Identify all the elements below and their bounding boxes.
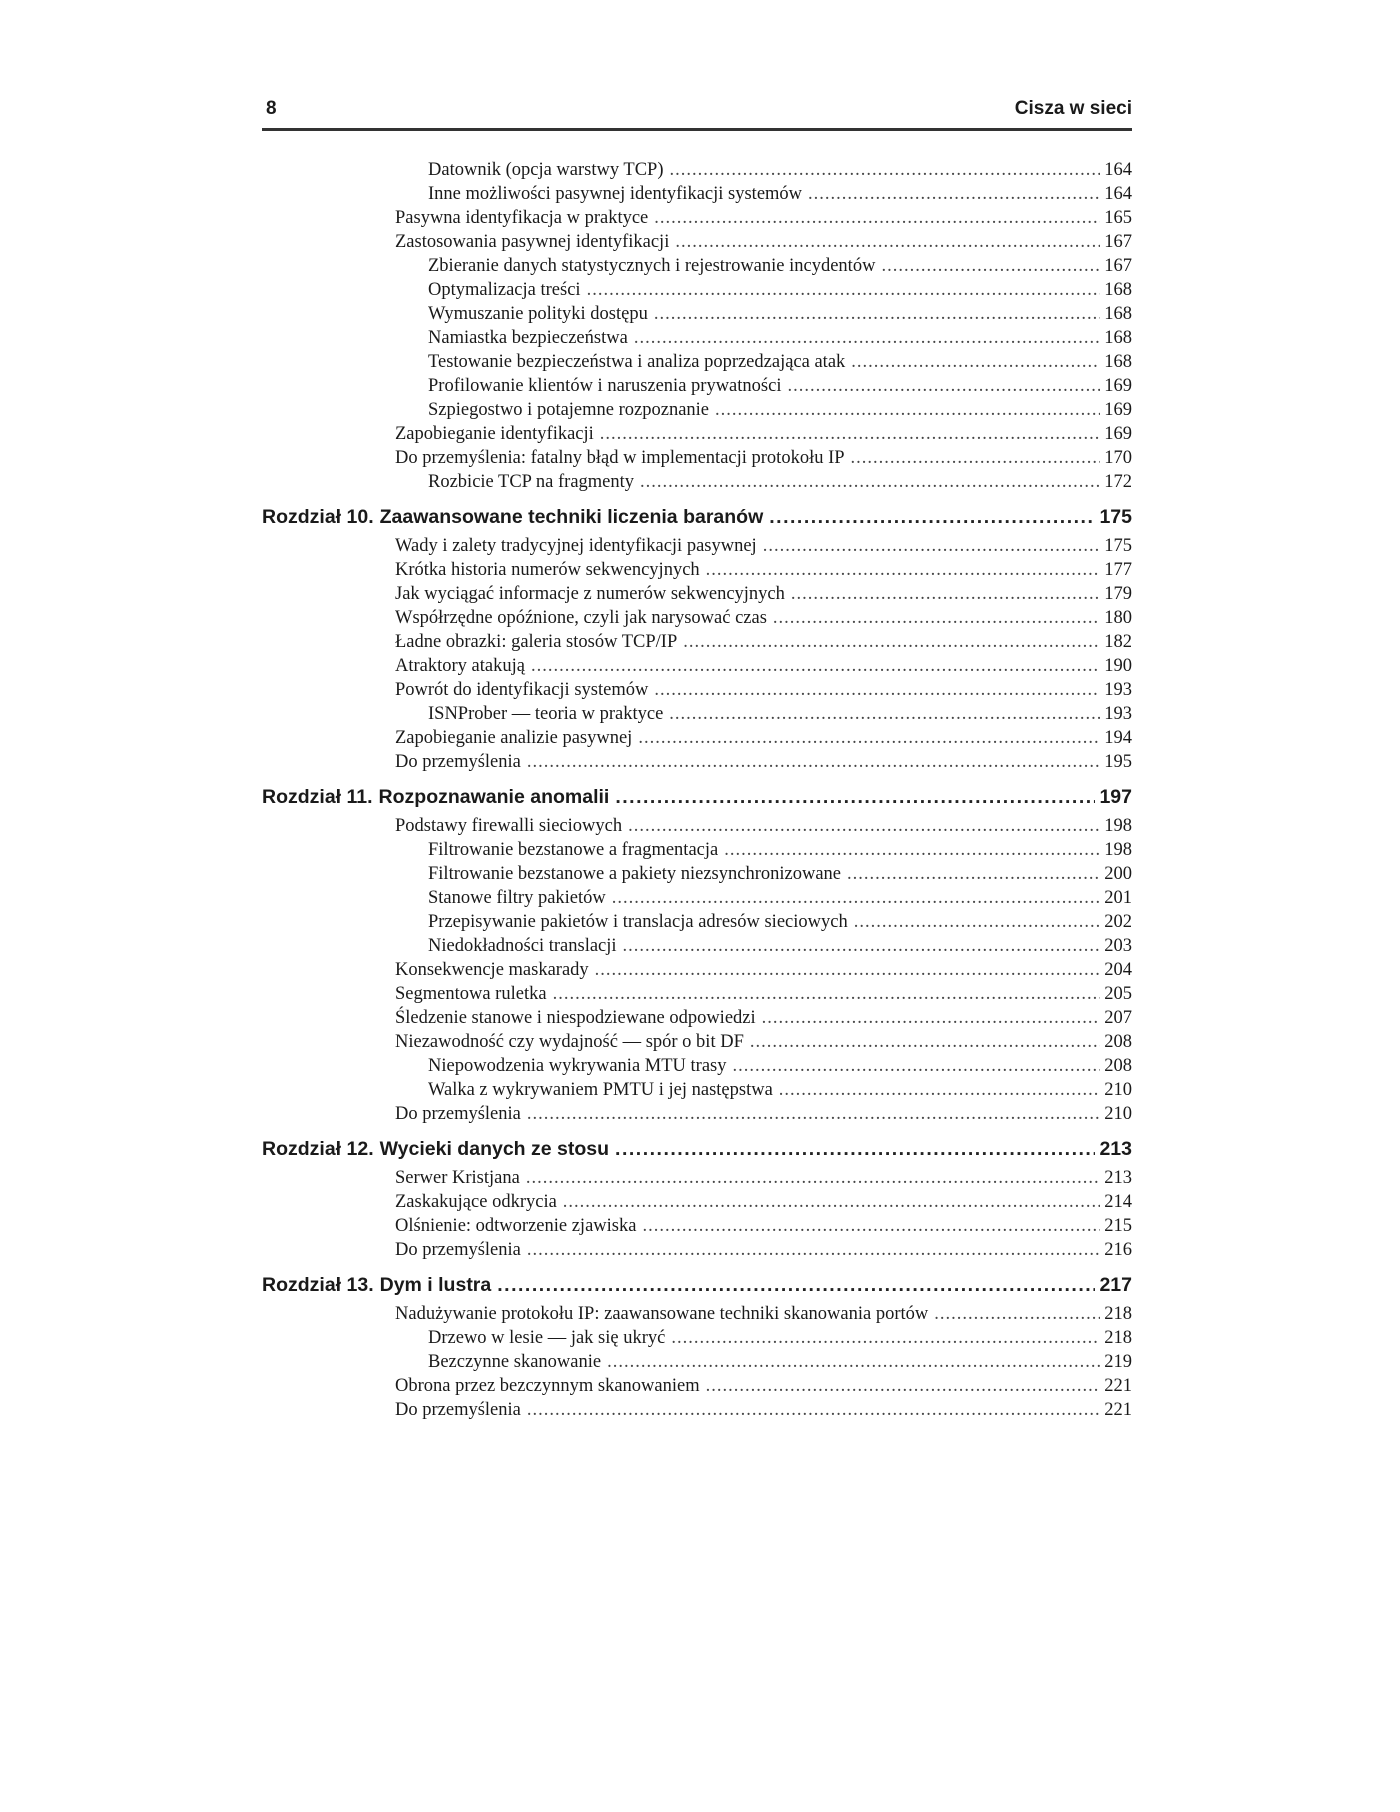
toc-section-entry — [262, 448, 1132, 472]
dot-leader — [628, 816, 1100, 837]
entry-page-number: 193 — [1104, 704, 1132, 724]
entry-title: Niezawodność czy wydajność — spór o bit DF — [395, 1032, 744, 1052]
dot-leader — [851, 448, 1101, 469]
dot-leader — [563, 1192, 1100, 1213]
entry-title: Serwer Kristjana — [395, 1168, 520, 1188]
entry-title: Zbieranie danych statystycznych i rejestrowanie incydentów — [428, 256, 876, 276]
toc-chapter-heading — [262, 506, 1132, 534]
entry-title: Szpiegostwo i potajemne rozpoznanie — [428, 400, 710, 420]
entry-page-number: 221 — [1104, 1400, 1132, 1420]
entry-title: ISNProber — teoria w praktyce — [428, 704, 664, 724]
toc-section-entry — [262, 632, 1132, 656]
entry-title: Zaskakujące odkrycia — [395, 1192, 557, 1212]
dot-leader — [634, 328, 1100, 349]
entry-page-number: 213 — [1104, 1168, 1132, 1188]
entry-page-number: 172 — [1104, 472, 1132, 492]
toc-subsection-entry — [262, 256, 1132, 280]
entry-page-number: 202 — [1104, 912, 1132, 932]
entry-page-number: 218 — [1104, 1304, 1132, 1324]
dot-leader — [683, 632, 1100, 653]
dot-leader — [763, 536, 1101, 557]
entry-page-number: 169 — [1104, 424, 1132, 444]
dot-leader — [497, 1274, 1095, 1297]
entry-page-number: 170 — [1104, 448, 1132, 468]
entry-title: Do przemyślenia — [395, 1240, 521, 1260]
toc-subsection-entry — [262, 936, 1132, 960]
entry-page-number: 193 — [1104, 680, 1132, 700]
toc-section-entry — [262, 656, 1132, 680]
dot-leader — [787, 376, 1100, 397]
dot-leader — [808, 184, 1100, 205]
toc-section-entry — [262, 232, 1132, 256]
entry-page-number: 169 — [1104, 376, 1132, 396]
entry-title: Pasywna identyfikacja w praktyce — [395, 208, 649, 228]
dot-leader — [732, 1056, 1100, 1077]
entry-page-number: 190 — [1104, 656, 1132, 676]
toc-subsection-entry — [262, 472, 1132, 496]
dot-leader — [615, 1138, 1095, 1161]
toc-section-entry — [262, 536, 1132, 560]
entry-page-number: 169 — [1104, 400, 1132, 420]
entry-title: Inne możliwości pasywnej identyfikacji systemów — [428, 184, 803, 204]
chapter-label: Rozdział 11. — [262, 786, 373, 808]
entry-page-number: 208 — [1104, 1032, 1132, 1052]
entry-page-number: 168 — [1104, 352, 1132, 372]
toc-section-entry — [262, 560, 1132, 584]
entry-title: Współrzędne opóźnione, czyli jak narysować czas — [395, 608, 767, 628]
toc-chapter-heading — [262, 1274, 1132, 1302]
entry-page-number: 210 — [1104, 1080, 1132, 1100]
entry-title: Nadużywanie protokołu IP: zaawansowane techniki skanowania portów — [395, 1304, 929, 1324]
entry-title: Namiastka bezpieczeństwa — [428, 328, 628, 348]
entry-page-number: 165 — [1104, 208, 1132, 228]
dot-leader — [762, 1008, 1101, 1029]
chapter-label: Rozdział 10. — [262, 506, 374, 528]
toc-subsection-entry — [262, 704, 1132, 728]
entry-page-number: 167 — [1104, 232, 1132, 252]
dot-leader — [670, 160, 1101, 181]
entry-title: Bezczynne skanowanie — [428, 1352, 602, 1372]
toc-subsection-entry — [262, 912, 1132, 936]
entry-page-number: 182 — [1104, 632, 1132, 652]
entry-page-number: 201 — [1104, 888, 1132, 908]
toc-section-entry — [262, 816, 1132, 840]
toc-section-entry — [262, 1104, 1132, 1128]
toc-section-entry — [262, 1032, 1132, 1056]
toc-section-entry — [262, 1192, 1132, 1216]
dot-leader — [769, 506, 1095, 529]
book-title: Cisza w sieci — [1014, 98, 1132, 119]
entry-page-number: 216 — [1104, 1240, 1132, 1260]
entry-title: Rozbicie TCP na fragmenty — [428, 472, 635, 492]
toc-section-entry — [262, 584, 1132, 608]
entry-title: Rozpoznawanie anomalii — [378, 786, 610, 808]
entry-page-number: 175 — [1104, 536, 1132, 556]
entry-title: Przepisywanie pakietów i translacja adresów sieciowych — [428, 912, 848, 932]
entry-page-number: 180 — [1104, 608, 1132, 628]
dot-leader — [587, 280, 1101, 301]
entry-page-number: 205 — [1104, 984, 1132, 1004]
toc-subsection-entry — [262, 304, 1132, 328]
entry-title: Walka z wykrywaniem PMTU i jej następstwa — [428, 1080, 773, 1100]
dot-leader — [847, 864, 1100, 885]
toc-subsection-entry — [262, 280, 1132, 304]
entry-title: Filtrowanie bezstanowe a pakiety niezsynchronizowane — [428, 864, 842, 884]
dot-leader — [706, 1376, 1101, 1397]
toc-section-entry — [262, 960, 1132, 984]
entry-title: Dym i lustra — [379, 1274, 492, 1296]
dot-leader — [527, 1240, 1100, 1261]
entry-title: Ładne obrazki: galeria stosów TCP/IP — [395, 632, 678, 652]
entry-page-number: 210 — [1104, 1104, 1132, 1124]
entry-page-number: 214 — [1104, 1192, 1132, 1212]
dot-leader — [526, 1168, 1100, 1189]
dot-leader — [595, 960, 1101, 981]
toc-subsection-entry — [262, 1080, 1132, 1104]
toc-section-entry — [262, 1240, 1132, 1264]
entry-page-number: 168 — [1104, 328, 1132, 348]
toc-subsection-entry — [262, 1328, 1132, 1352]
entry-title: Niepowodzenia wykrywania MTU trasy — [428, 1056, 727, 1076]
entry-title: Zapobieganie identyfikacji — [395, 424, 594, 444]
entry-title: Filtrowanie bezstanowe a fragmentacja — [428, 840, 719, 860]
toc-subsection-entry — [262, 1056, 1132, 1080]
entry-title: Optymalizacja treści — [428, 280, 581, 300]
toc-section-entry — [262, 1008, 1132, 1032]
entry-title: Do przemyślenia — [395, 1104, 521, 1124]
dot-leader — [706, 560, 1101, 581]
entry-page-number: 203 — [1104, 936, 1132, 956]
entry-page-number: 177 — [1104, 560, 1132, 580]
entry-title: Olśnienie: odtworzenie zjawiska — [395, 1216, 637, 1236]
dot-leader — [527, 1400, 1100, 1421]
entry-page-number: 218 — [1104, 1328, 1132, 1348]
toc-subsection-entry — [262, 184, 1132, 208]
entry-page-number: 194 — [1104, 728, 1132, 748]
dot-leader — [715, 400, 1100, 421]
entry-page-number: 198 — [1104, 816, 1132, 836]
entry-title: Śledzenie stanowe i niespodziewane odpowiedzi — [395, 1008, 756, 1028]
entry-title: Drzewo w lesie — jak się ukryć — [428, 1328, 666, 1348]
entry-page-number: 213 — [1099, 1138, 1132, 1160]
entry-title: Segmentowa ruletka — [395, 984, 547, 1004]
entry-title: Do przemyślenia — [395, 1400, 521, 1420]
dot-leader — [724, 840, 1100, 861]
entry-title: Wymuszanie polityki dostępu — [428, 304, 648, 324]
dot-leader — [654, 304, 1100, 325]
entry-title: Jak wyciągać informacje z numerów sekwencyjnych — [395, 584, 785, 604]
toc-subsection-entry — [262, 328, 1132, 352]
toc-section-entry — [262, 424, 1132, 448]
dot-leader — [773, 608, 1100, 629]
dot-leader — [600, 424, 1100, 445]
chapter-label: Rozdział 12. — [262, 1138, 374, 1160]
entry-title: Testowanie bezpieczeństwa i analiza poprzedzająca atak — [428, 352, 846, 372]
dot-leader — [881, 256, 1100, 277]
entry-page-number: 164 — [1104, 184, 1132, 204]
entry-title: Krótka historia numerów sekwencyjnych — [395, 560, 700, 580]
toc-section-entry — [262, 984, 1132, 1008]
entry-page-number: 164 — [1104, 160, 1132, 180]
entry-page-number: 215 — [1104, 1216, 1132, 1236]
page-number: 8 — [266, 98, 277, 119]
entry-title: Powrót do identyfikacji systemów — [395, 680, 649, 700]
dot-leader — [854, 912, 1101, 933]
toc-subsection-entry — [262, 352, 1132, 376]
entry-title: Obrona przez bezczynnym skanowaniem — [395, 1376, 700, 1396]
toc-subsection-entry — [262, 840, 1132, 864]
entry-page-number: 217 — [1099, 1274, 1132, 1296]
toc-section-entry — [262, 1304, 1132, 1328]
dot-leader — [779, 1080, 1100, 1101]
entry-title: Do przemyślenia: fatalny błąd w implementacji protokołu IP — [395, 448, 845, 468]
toc-section-entry — [262, 752, 1132, 776]
entry-title: Datownik (opcja warstwy TCP) — [428, 160, 664, 180]
entry-page-number: 219 — [1104, 1352, 1132, 1372]
toc-section-entry — [262, 680, 1132, 704]
dot-leader — [531, 656, 1100, 677]
table-of-contents — [262, 160, 1132, 1424]
toc-subsection-entry — [262, 400, 1132, 424]
dot-leader — [638, 728, 1100, 749]
entry-page-number: 204 — [1104, 960, 1132, 980]
toc-section-entry — [262, 728, 1132, 752]
dot-leader — [671, 1328, 1100, 1349]
dot-leader — [851, 352, 1100, 373]
entry-page-number: 195 — [1104, 752, 1132, 772]
toc-subsection-entry — [262, 376, 1132, 400]
entry-title: Konsekwencje maskarady — [395, 960, 589, 980]
dot-leader — [642, 1216, 1100, 1237]
dot-leader — [607, 1352, 1100, 1373]
entry-page-number: 168 — [1104, 280, 1132, 300]
dot-leader — [615, 786, 1095, 809]
toc-section-entry — [262, 1400, 1132, 1424]
dot-leader — [654, 680, 1100, 701]
entry-page-number: 168 — [1104, 304, 1132, 324]
entry-title: Wycieki danych ze stosu — [379, 1138, 610, 1160]
entry-title: Podstawy firewalli sieciowych — [395, 816, 623, 836]
entry-page-number: 200 — [1104, 864, 1132, 884]
entry-title: Stanowe filtry pakietów — [428, 888, 606, 908]
entry-page-number: 175 — [1099, 506, 1132, 528]
dot-leader — [934, 1304, 1100, 1325]
dot-leader — [654, 208, 1100, 229]
entry-title: Atraktory atakują — [395, 656, 525, 676]
entry-title: Zastosowania pasywnej identyfikacji — [395, 232, 670, 252]
entry-page-number: 179 — [1104, 584, 1132, 604]
entry-title: Zapobieganie analizie pasywnej — [395, 728, 633, 748]
toc-section-entry — [262, 1168, 1132, 1192]
dot-leader — [527, 752, 1100, 773]
toc-section-entry — [262, 1216, 1132, 1240]
toc-chapter-heading — [262, 786, 1132, 814]
entry-page-number: 208 — [1104, 1056, 1132, 1076]
entry-title: Niedokładności translacji — [428, 936, 617, 956]
entry-page-number: 207 — [1104, 1008, 1132, 1028]
entry-title: Zaawansowane techniki liczenia baranów — [379, 506, 764, 528]
dot-leader — [640, 472, 1100, 493]
entry-page-number: 167 — [1104, 256, 1132, 276]
entry-page-number: 221 — [1104, 1376, 1132, 1396]
chapter-label: Rozdział 13. — [262, 1274, 374, 1296]
toc-section-entry — [262, 1376, 1132, 1400]
dot-leader — [553, 984, 1101, 1005]
entry-title: Do przemyślenia — [395, 752, 521, 772]
dot-leader — [669, 704, 1100, 725]
toc-subsection-entry — [262, 1352, 1132, 1376]
running-header — [262, 96, 1132, 131]
dot-leader — [527, 1104, 1100, 1125]
entry-title: Wady i zalety tradycyjnej identyfikacji pasywnej — [395, 536, 757, 556]
dot-leader — [791, 584, 1100, 605]
dot-leader — [623, 936, 1101, 957]
dot-leader — [612, 888, 1100, 909]
dot-leader — [750, 1032, 1100, 1053]
toc-subsection-entry — [262, 160, 1132, 184]
toc-section-entry — [262, 608, 1132, 632]
entry-title: Profilowanie klientów i naruszenia prywatności — [428, 376, 782, 396]
toc-chapter-heading — [262, 1138, 1132, 1166]
entry-page-number: 197 — [1099, 786, 1132, 808]
dot-leader — [675, 232, 1100, 253]
entry-page-number: 198 — [1104, 840, 1132, 860]
toc-subsection-entry — [262, 888, 1132, 912]
toc-subsection-entry — [262, 864, 1132, 888]
toc-section-entry — [262, 208, 1132, 232]
